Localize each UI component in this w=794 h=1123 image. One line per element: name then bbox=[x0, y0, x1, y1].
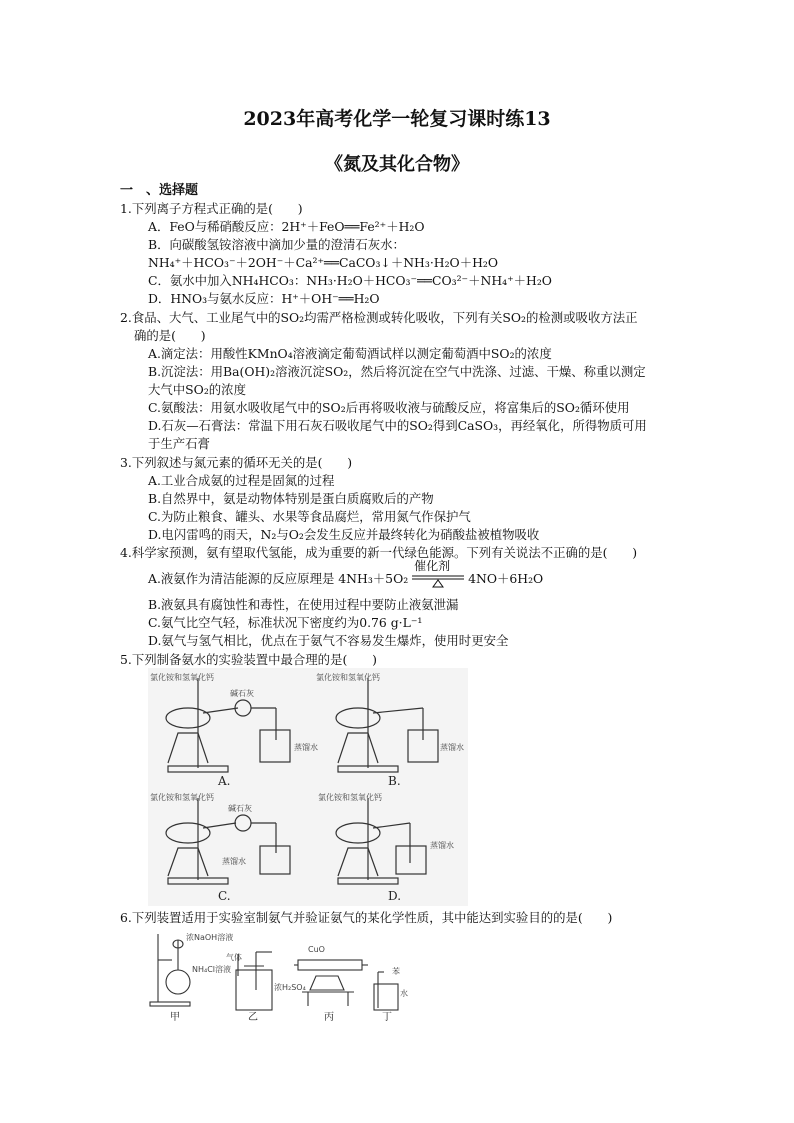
q4-option-b: B.液氨具有腐蚀性和毒性，在使用过程中要防止液氨泄漏 bbox=[148, 597, 459, 612]
q6-apparatus-figure bbox=[148, 930, 418, 1022]
section-heading: 一 、选择题 bbox=[120, 183, 199, 198]
label-option-a: A. bbox=[218, 774, 231, 788]
label-nh4cl: NH₄Cl溶液 bbox=[192, 965, 232, 974]
q1-option-c: C．氨水中加入NH₄HCO₃：NH₃·H₂O＋HCO₃⁻══CO₃²⁻＋NH₄⁺＋H₂O bbox=[148, 273, 552, 288]
q3-stem: 3.下列叙述与氮元素的循环无关的是( ) bbox=[120, 455, 353, 470]
label-option-b: B. bbox=[388, 774, 401, 788]
heat-arrow-icon bbox=[412, 572, 464, 588]
q3-option-c: C.为防止粮食、罐头、水果等食品腐烂，常用氮气作保护气 bbox=[148, 509, 471, 524]
q2-option-b: B.沉淀法：用Ba(OH)₂溶液沉淀SO₂，然后将沉淀在空气中洗涤、过滤、干燥、称重以测定 bbox=[148, 364, 646, 379]
q2-option-a: A.滴定法：用酸性KMnO₄溶液滴定葡萄酒试样以测定葡萄酒中SO₂的浓度 bbox=[148, 346, 552, 361]
q4-option-a bbox=[148, 558, 544, 588]
q5-apparatus-figure bbox=[148, 668, 468, 906]
reaction-condition-arrow bbox=[412, 558, 464, 588]
q1-option-d: D．HNO₃与氨水反应：H⁺＋OH⁻══H₂O bbox=[148, 291, 380, 306]
label-reagent-a: 氯化铵和氢氧化钙 bbox=[150, 673, 214, 682]
label-yi: 乙 bbox=[248, 1012, 258, 1022]
q3-option-d: D.电闪雷鸣的雨天，N₂与O₂会发生反应并最终转化为硝酸盐被植物吸收 bbox=[148, 527, 540, 542]
q1-option-b-equation: NH₄⁺＋HCO₃⁻＋2OH⁻＋Ca²⁺══CaCO₃↓＋NH₃·H₂O＋H₂O bbox=[148, 255, 499, 270]
label-gas: 气体 bbox=[226, 953, 242, 962]
q4-a-reactants: A.液氨作为清洁能源的反应原理是 4NH₃＋5O₂ bbox=[148, 571, 409, 586]
q4-stem: 4.科学家预测，氨有望取代氢能，成为重要的新一代绿色能源。下列有关说法不正确的是( ) bbox=[120, 545, 638, 560]
label-reagent-c: 氯化铵和氢氧化钙 bbox=[150, 793, 214, 802]
q1-option-b: B．向碳酸氢铵溶液中滴加少量的澄清石灰水： bbox=[148, 237, 405, 252]
label-ding: 丁 bbox=[382, 1012, 392, 1022]
q3-option-b: B.自然界中，氨是动物体特别是蛋白质腐败后的产物 bbox=[148, 491, 434, 506]
label-water-a: 蒸馏水 bbox=[294, 743, 318, 752]
q6-stem: 6.下列装置适用于实验室制氨气并验证氨气的某化学性质，其中能达到实验目的的是( ) bbox=[120, 910, 613, 925]
label-option-c: C. bbox=[218, 889, 231, 903]
label-lime-c: 碱石灰 bbox=[228, 804, 252, 813]
label-bing: 丙 bbox=[324, 1012, 334, 1022]
label-water-d: 蒸馏水 bbox=[430, 841, 454, 850]
label-naoh: 浓NaOH溶液 bbox=[186, 933, 234, 942]
q1-stem: 1.下列离子方程式正确的是( ) bbox=[120, 201, 303, 216]
q2-stem: 2.食品、大气、工业尾气中的SO₂均需严格检测或转化吸收，下列有关SO₂的检测或吸收方法正 bbox=[120, 310, 638, 325]
q6-apparatus-drawings bbox=[148, 930, 418, 1022]
label-reagent-b: 氯化铵和氢氧化钙 bbox=[316, 673, 380, 682]
label-water-b: 蒸馏水 bbox=[440, 743, 464, 752]
q3-option-a: A.工业合成氨的过程是固氮的过程 bbox=[148, 473, 335, 488]
apparatus-drawings bbox=[148, 668, 468, 906]
label-cuo: CuO bbox=[308, 945, 325, 954]
label-water: 水 bbox=[400, 989, 408, 998]
q4-option-c: C.氨气比空气轻，标准状况下密度约为0.76 g·L⁻¹ bbox=[148, 615, 423, 630]
label-benzene: 苯 bbox=[392, 967, 400, 976]
label-reagent-d: 氯化铵和氢氧化钙 bbox=[318, 793, 382, 802]
page-title: 2023年高考化学一轮复习课时练13 bbox=[243, 108, 551, 130]
q5-stem: 5.下列制备氨水的实验装置中最合理的是( ) bbox=[120, 652, 377, 667]
q2-option-d-cont: 于生产石膏 bbox=[148, 436, 210, 451]
q4-option-d: D.氨气与氢气相比，优点在于氨气不容易发生爆炸，使用时更安全 bbox=[148, 633, 509, 648]
label-h2so4: 浓H₂SO₄ bbox=[274, 983, 306, 992]
q1-option-a: A．FeO与稀硝酸反应：2H⁺＋FeO══Fe²⁺＋H₂O bbox=[148, 219, 425, 234]
catalyst-label: 催化剂 bbox=[414, 558, 451, 573]
q2-option-d: D.石灰—石膏法：常温下用石灰石吸收尾气中的SO₂得到CaSO₃，再经氧化，所得物质可用 bbox=[148, 418, 647, 433]
q2-stem-cont: 确的是( ) bbox=[134, 328, 206, 343]
label-option-d: D. bbox=[388, 889, 402, 903]
label-jia: 甲 bbox=[170, 1012, 180, 1022]
label-water-c: 蒸馏水 bbox=[222, 857, 246, 866]
q2-option-b-cont: 大气中SO₂的浓度 bbox=[148, 382, 246, 397]
label-lime-a: 碱石灰 bbox=[230, 689, 254, 698]
page-subtitle: 《氮及其化合物》 bbox=[325, 154, 469, 175]
q4-a-products: 4NO＋6H₂O bbox=[468, 571, 544, 586]
q2-option-c: C.氨酸法：用氨水吸收尾气中的SO₂后再将吸收液与硫酸反应，将富集后的SO₂循环使用 bbox=[148, 400, 630, 415]
